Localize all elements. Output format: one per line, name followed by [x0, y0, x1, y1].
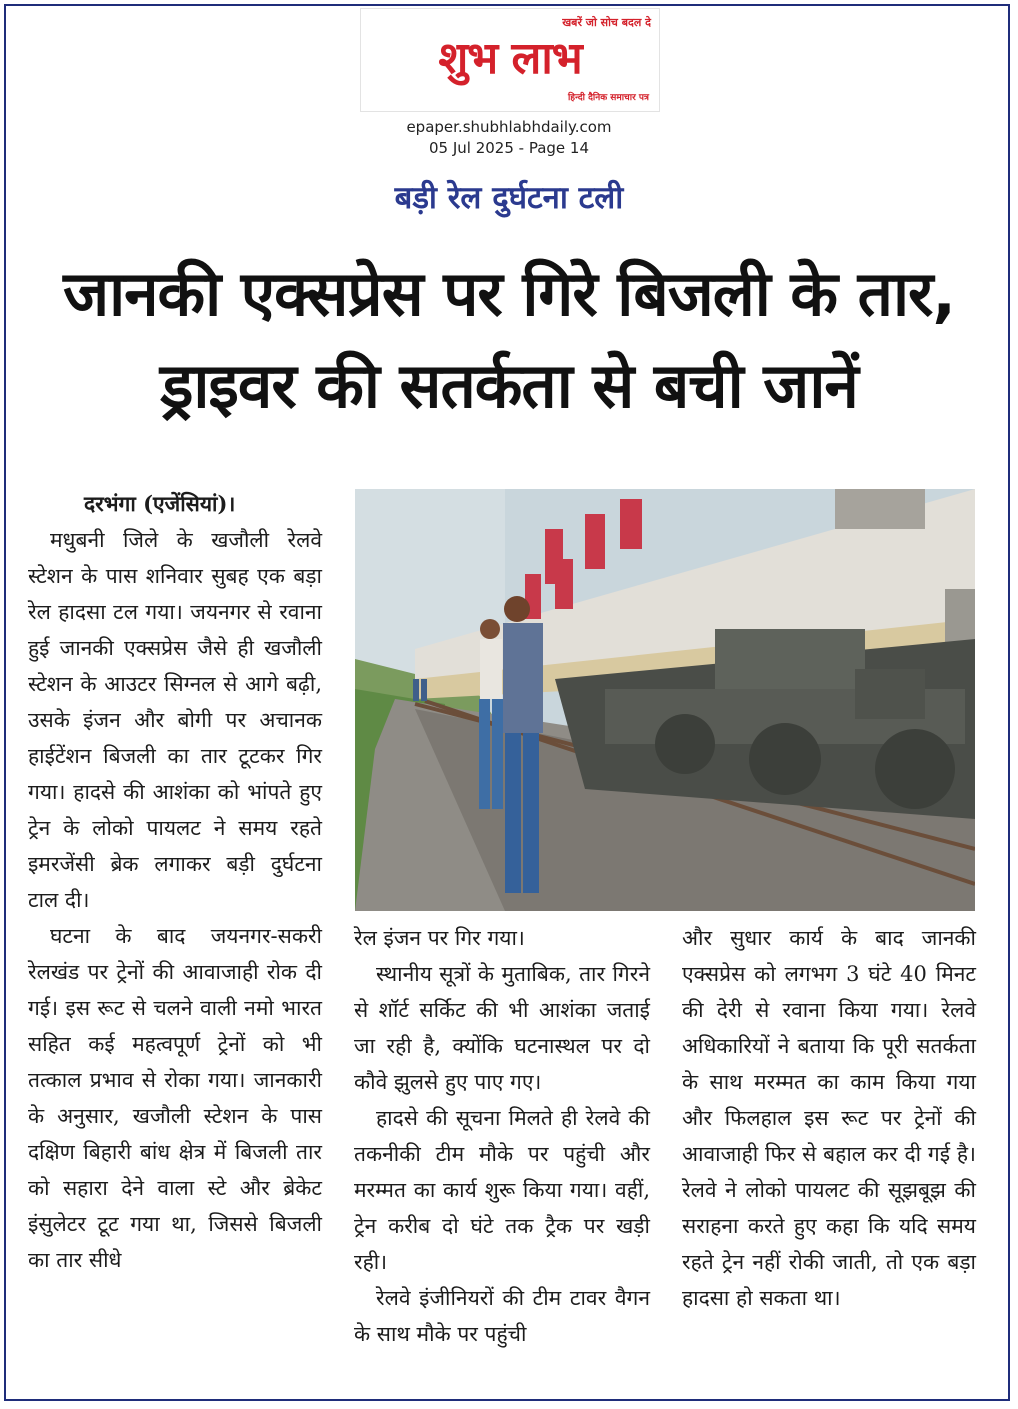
article-column-3 — [682, 920, 976, 1316]
paragraph: हादसे की सूचना मिलते ही रेलवे की तकनीकी टीम मौके पर पहुंची और मरम्मत का कार्य शुरू किया गया। वहीं, ट्रेन करीब दो घंटे तक ट्रैक पर खड़ी रही। — [354, 1106, 650, 1274]
article-kicker: बड़ी रेल दुर्घटना टली — [394, 180, 624, 216]
paragraph: रेल इंजन पर गिर गया। — [354, 926, 525, 950]
article-headline: जानकी एक्सप्रेस पर गिरे बिजली के तार, ड्राइवर की सतर्कता से बची जानें — [63, 257, 955, 422]
logo-wordmark — [369, 25, 651, 87]
dateline: दरभंगा (एजेंसियां)। — [84, 491, 236, 516]
paragraph: रेलवे इंजीनियरों की टीम टावर वैगन के साथ मौके पर पहुंची — [354, 1286, 650, 1346]
logo-name: शुभ लाभ — [438, 33, 582, 84]
date-page: 05 Jul 2025 - Page 14 — [428, 139, 589, 157]
logo-subtitle: हिन्दी दैनिक समाचार पत्र — [567, 93, 649, 103]
paragraph: मधुबनी जिले के खजौली रेलवे स्टेशन के पास शनिवार सुबह एक बड़ा रेल हादसा टल गया। जयनगर से रवाना हुई जानकी एक्सप्रेस जैसे ही खजौली स्टेशन के आउटर सिग्नल से आगे बढ़ी, उसके इंजन और बोगी पर अचानक हाईटेंशन बिजली का तार टूटकर गिर गया। हादसे की आशंका को भांपते हुए ट्रेन के लोको पायलट ने समय रहते इमरजेंसी ब्रेक लगाकर बड़ी दुर्घटना टाल दी। — [28, 528, 322, 912]
article-column-2 — [354, 920, 650, 1352]
article-column-1 — [28, 486, 322, 1278]
logo-tagline: खबरें जो सोच बदल दे — [562, 16, 651, 29]
source-url[interactable]: epaper.shubhlabhdaily.com — [406, 118, 612, 136]
paragraph: घटना के बाद जयनगर-सकरी रेलखंड पर ट्रेनों की आवाजाही रोक दी गई। इस रूट से चलने वाली नमो भारत सहित कई महत्वपूर्ण ट्रेनों को भी तत्काल प्रभाव से रोका गया। जानकारी के अनुसार, खजौली स्टेशन के पास दक्षिण बिहारी बांध क्षेत्र में बिजली तार को सहारा देने वाला स्टे और ब्रेकेट इंसुलेटर टूट गया था, जिससे बिजली का तार सीधे — [28, 924, 322, 1272]
paragraph: और सुधार कार्य के बाद जानकी एक्सप्रेस को लगभग 3 घंटे 40 मिनट की देरी से रवाना किया गया। रेलवे अधिकारियों ने बताया कि पूरी सतर्कता के साथ मरम्मत का काम किया गया और फिलहाल इस रूट पर ट्रेनों की आवाजाही फिर से बहाल कर दी गई है। रेलवे ने लोको पायलट की सूझबूझ की सराहना करते हुए कहा कि यदि समय रहते ट्रेन नहीं रोकी जाती, तो एक बड़ा हादसा हो सकता था। — [682, 926, 976, 1310]
person-right — [503, 596, 543, 893]
news-photo-train — [355, 489, 975, 911]
paragraph: स्थानीय सूत्रों के मुताबिक, तार गिरने से शॉर्ट सर्किट की भी आशंका जताई जा रही है, क्योंकि घटनास्थल पर दो कौवे झुलसे हुए पाए गए। — [354, 962, 650, 1094]
newspaper-logo[interactable] — [360, 8, 660, 112]
